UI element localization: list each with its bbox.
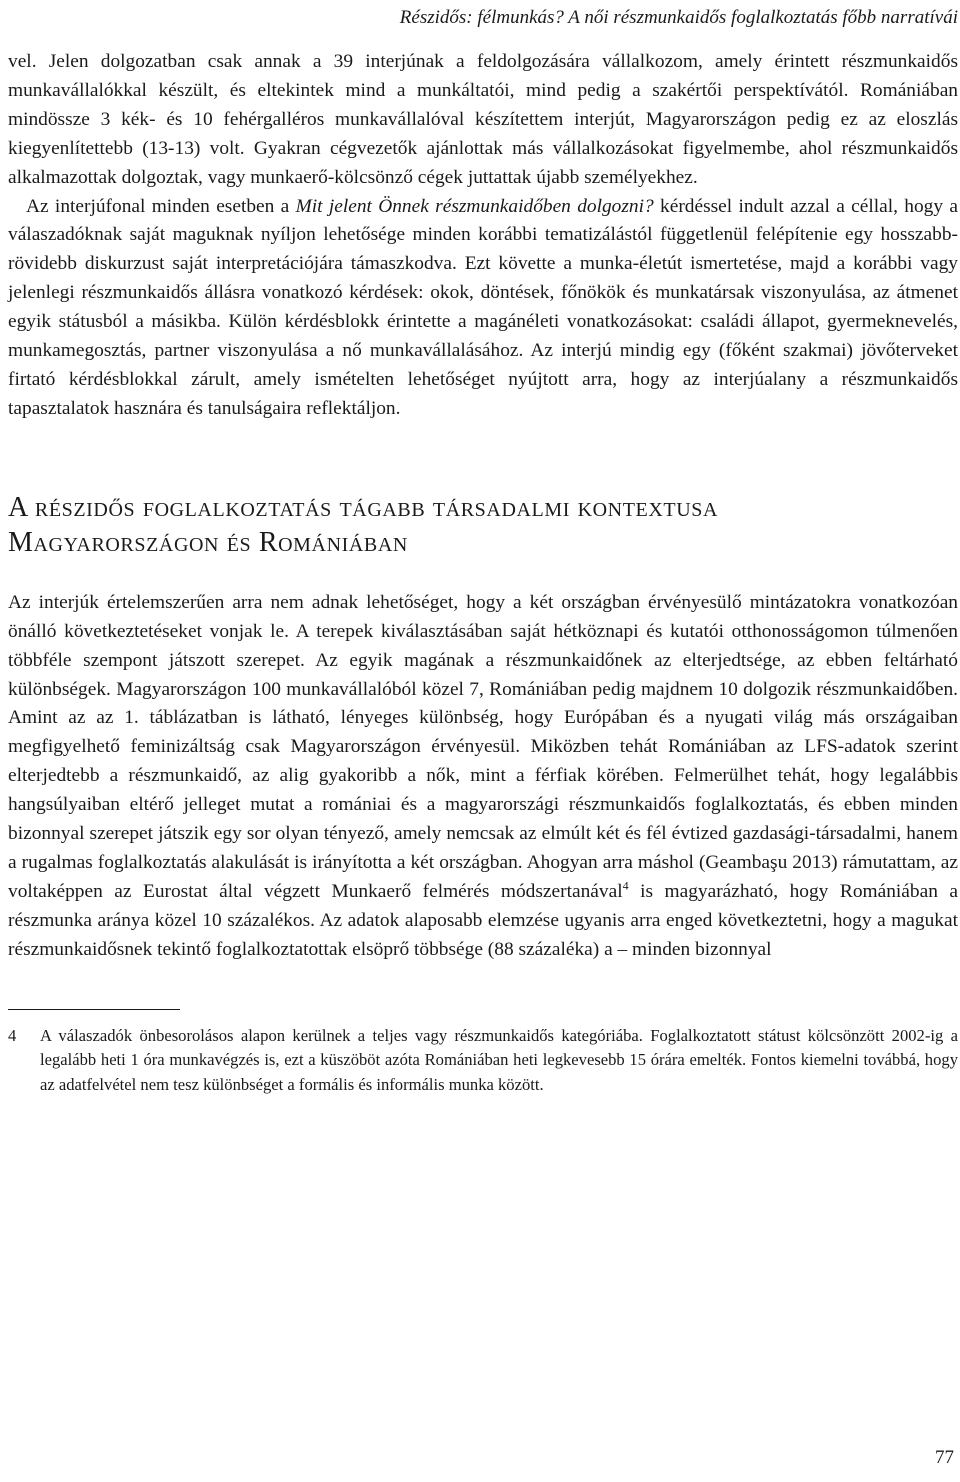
running-head: Részidős: félmunkás? A női részmunkaidős foglalkoztatás főbb narratívái: [399, 7, 958, 28]
footnote-number: 4: [8, 1025, 17, 1045]
page: [8, 0, 958, 1098]
interview-question: Mit jelent Önnek részmunkaidőben dolgozni?: [295, 195, 654, 217]
paragraph-3-before: Az interjúk értelemszerűen arra nem adnak lehetőséget, hogy a két országban érvényesülő mintázatokra vonatkozóan önálló következtetéseket vonjak le. A terepek kiválasztásában saját hétköznapi és kutatói otthonosságomon túlmenően többféle szempont játszott szerepet. Az egyik magának a részmunkaidőnek az elterjedtsége, az ebben feltárható különbségek. Magyarországon 100 munkavállalóból közel 7, Romániában pedig majdnem 10 dolgozik részmunkaidőben. Amint az az 1. táblázatban is látható, lényeges különbség, hogy Európában és a nyugati világ más országaiban megfigyelhető feminizáltság csak Magyarországon érvényesül. Miközben tehát Romániában az LFS-adatok szerint elterjedtebb a részmunkaidő, az alig gyakoribb a nők, mint a férfiak körében. Felmerülhet tehát, hogy legalábbis hangsúlyaiban eltérő jelleget mutat a romániai és a magyarországi részmunkaidős foglalkoztatás, és ebben minden bizonnyal szerepet játszik egy sor olyan tényező, amely nemcsak az elmúlt két és fél évtized gazdasági-társadalmi, hanem a rugalmas foglalkoztatás alakulását is irányította a két országban. Ahogyan arra máshol (Geambaşu 2013) rámutattam, az voltaképpen az Eurostat által végzett Munkaerő felmérés módszertanával: [8, 591, 958, 902]
paragraph-3-after: is magyarázható, hogy Romániában a részmunka aránya közel 10 százalékos. Az adatok alaposabb elemzése ugyanis arra enged következtetni, hogy a magukat részmunkaidősnek tekintő foglalkoztatottak elsöprő többsége (88 százaléka) a – minden bizonnyal: [8, 880, 958, 960]
paragraph-1: vel. Jelen dolgozatban csak annak a 39 interjúnak a feldolgozására vállalkozom, amely érintett részmunkaidős munkavállalókkal készült, és eltekintek mind a munkáltatói, mind pedig a szakértői perspektívától. Romániában mindössze 3 kék- és 10 fehérgalléros munkavállalóval készítettem interjút, Magyarországon pedig ez az eloszlás kiegyenlítettebb (13-13) volt. Gyakran cégvezetők ajánlottak más vállalkozásokat figyelmembe, ahol részmunkaidős alkalmazottak dolgoztak, vagy munkaerő-kölcsönző cégek juttattak újabb személyekhez.: [8, 51, 958, 188]
footnote: [8, 1024, 958, 1099]
footnote-text: A válaszadók önbesorolásos alapon kerülnek a teljes vagy részmunkaidős kategóriába. Foglalkoztatott státust kölcsönzött 2002-ig a legalább heti 1 óra munkavégzés is, ezt a küszöböt azóta Romániában heti legkevesebb 15 órára emelték. Fontos kiemelni továbbá, hogy az adatfelvétel nem tesz különbséget a formális és informális munka között.: [40, 1025, 958, 1095]
footnote-divider: [8, 1009, 180, 1010]
paragraph-2-before: Az interjúfonal minden esetben a: [26, 195, 296, 217]
section-heading-line-2: Magyarországon és Romániában: [8, 526, 408, 558]
paragraph-2-after: kérdéssel indult azzal a céllal, hogy a válaszadóknak saját maguknak nyíljon lehetősége minden korábbi tematizálástól függetlenül felépítenie egy hosszabb-rövidebb diskurzust saját interpretációjára támaszkodva. Ezt követte a munka-életút ismertetése, majd a korábbi vagy jelenlegi részmunkaidős állásra vonatkozó kérdések: okok, döntések, főnökök és munkatársak viszonyulása, az átmenet egyik státusból a másikba. Külön kérdésblokk érintette a magánéleti vonatkozásokat: családi állapot, gyermeknevelés, munkamegosztás, partner viszonyulása a nő munkavállalásához. Az interjú mindig egy (főként szakmai) jövőterveket firtató kérdésblokkal zárult, amely ismételten lehetőséget nyújtott arra, hogy az interjúalany a részmunkaidős tapasztalatok hasznára és tanulságaira reflektáljon.: [8, 195, 958, 419]
section-heading-line-1: A részidős foglalkoztatás tágabb társadalmi kontextusa: [8, 491, 719, 523]
footnote-reference[interactable]: 4: [622, 878, 629, 893]
section-heading: [8, 490, 958, 560]
paragraph-2: [8, 193, 958, 424]
paragraph-3: [8, 589, 958, 965]
page-number: 77: [935, 1447, 954, 1468]
